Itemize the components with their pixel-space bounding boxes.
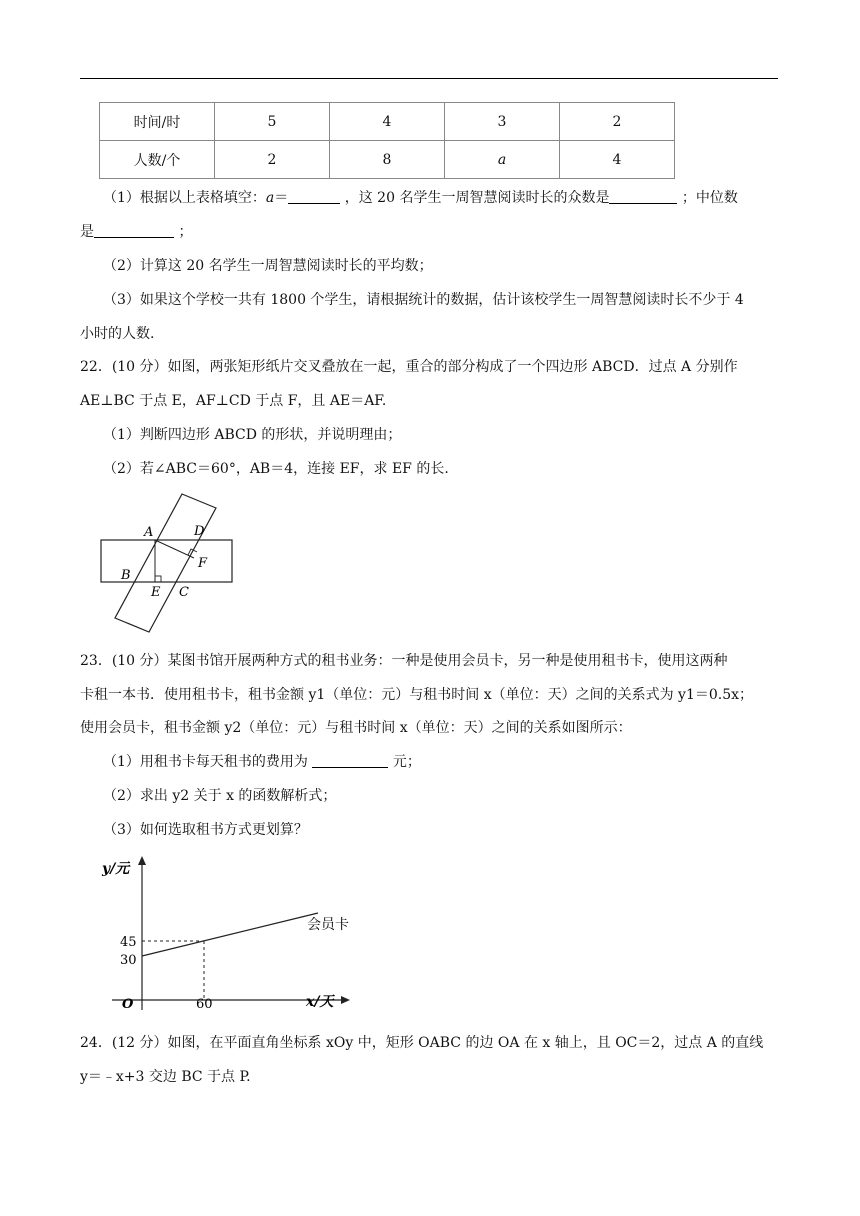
q23-membership-graph [100, 850, 362, 1016]
q21-part2: （2）计算这 20 名学生一周智慧阅读时长的平均数； [103, 258, 433, 274]
y-tick-45: 45 [120, 935, 137, 950]
label-E: E [151, 585, 161, 600]
q21-part1-cont: 是 ； [80, 224, 193, 240]
table-cell: 2 [215, 141, 330, 179]
q22-part2: （2）若∠ABC＝60°，AB＝4，连接 EF，求 EF 的长. [103, 461, 449, 477]
y-axis-label: y/元 [102, 861, 130, 877]
line-label-member-card: 会员卡 [307, 917, 349, 933]
q21-part3: （3）如果这个学校一共有 1800 个学生，请根据统计的数据，估计该校学生一周智慧阅读时长不少于 4 [103, 292, 744, 308]
table-cell: 8 [330, 141, 445, 179]
answer-blank [288, 189, 340, 204]
table-cell: 4 [330, 103, 445, 141]
table-cell: 3 [445, 103, 560, 141]
answer-blank [312, 753, 388, 768]
reading-time-table [99, 102, 675, 179]
label-D: D [194, 524, 205, 539]
q23-stem-cont2: 使用会员卡，租书金额 y2（单位：元）与租书时间 x（单位：天）之间的关系如图所示： [80, 720, 632, 736]
table-row [100, 141, 675, 179]
table-cell: 2 [560, 103, 675, 141]
x-tick-60: 60 [196, 997, 213, 1012]
q23-stem: 23．(10 分）某图书馆开展两种方式的租书业务：一种是使用会员卡，另一种是使用租书卡，使用这两种 [80, 653, 728, 669]
q24-stem-cont: y＝﹣x+3 交边 BC 于点 P. [80, 1069, 251, 1085]
q23-part2: （2）求出 y2 关于 x 的函数解析式； [103, 788, 337, 804]
answer-blank [94, 223, 174, 238]
q23-part3: （3）如何选取租书方式更划算？ [103, 822, 308, 838]
y-tick-30: 30 [120, 953, 137, 968]
q22-part1: （1）判断四边形 ABCD 的形状，并说明理由； [103, 427, 402, 443]
table-cell: 人数/个 [100, 141, 215, 179]
origin-label: O [122, 997, 134, 1012]
q23-part1: （1）用租书卡每天租书的费用为 元； [103, 754, 421, 770]
q22-rectangles-figure [98, 490, 238, 635]
table-cell: a [445, 141, 560, 179]
label-B: B [121, 568, 131, 583]
label-C: C [179, 585, 189, 600]
label-F: F [198, 556, 208, 571]
q22-stem: 22．(10 分）如图，两张矩形纸片交叉叠放在一起，重合的部分构成了一个四边形 ABCD．过点 A 分别作 [80, 359, 738, 375]
q21-part1: （1）根据以上表格填空：a＝ ，这 20 名学生一周智慧阅读时长的众数是 ；中位数 [103, 190, 738, 206]
label-A: A [144, 525, 154, 540]
table-cell: 4 [560, 141, 675, 179]
header-rule [80, 78, 778, 79]
answer-blank [609, 189, 677, 204]
table-cell: 时间/时 [100, 103, 215, 141]
q21-part3-cont: 小时的人数. [80, 326, 155, 342]
q23-stem-cont: 卡租一本书．使用租书卡，租书金额 y1（单位：元）与租书时间 x（单位：天）之间的关系式为 y1＝0.5x； [80, 687, 754, 703]
q24-stem: 24．(12 分）如图，在平面直角坐标系 xOy 中，矩形 OABC 的边 OA 在 x 轴上，且 OC＝2，过点 A 的直线 [80, 1035, 764, 1051]
table-cell: 5 [215, 103, 330, 141]
table-row [100, 103, 675, 141]
x-axis-label: x/天 [306, 994, 334, 1010]
q22-stem-cont: AE⊥BC 于点 E，AF⊥CD 于点 F，且 AE＝AF. [80, 393, 387, 409]
